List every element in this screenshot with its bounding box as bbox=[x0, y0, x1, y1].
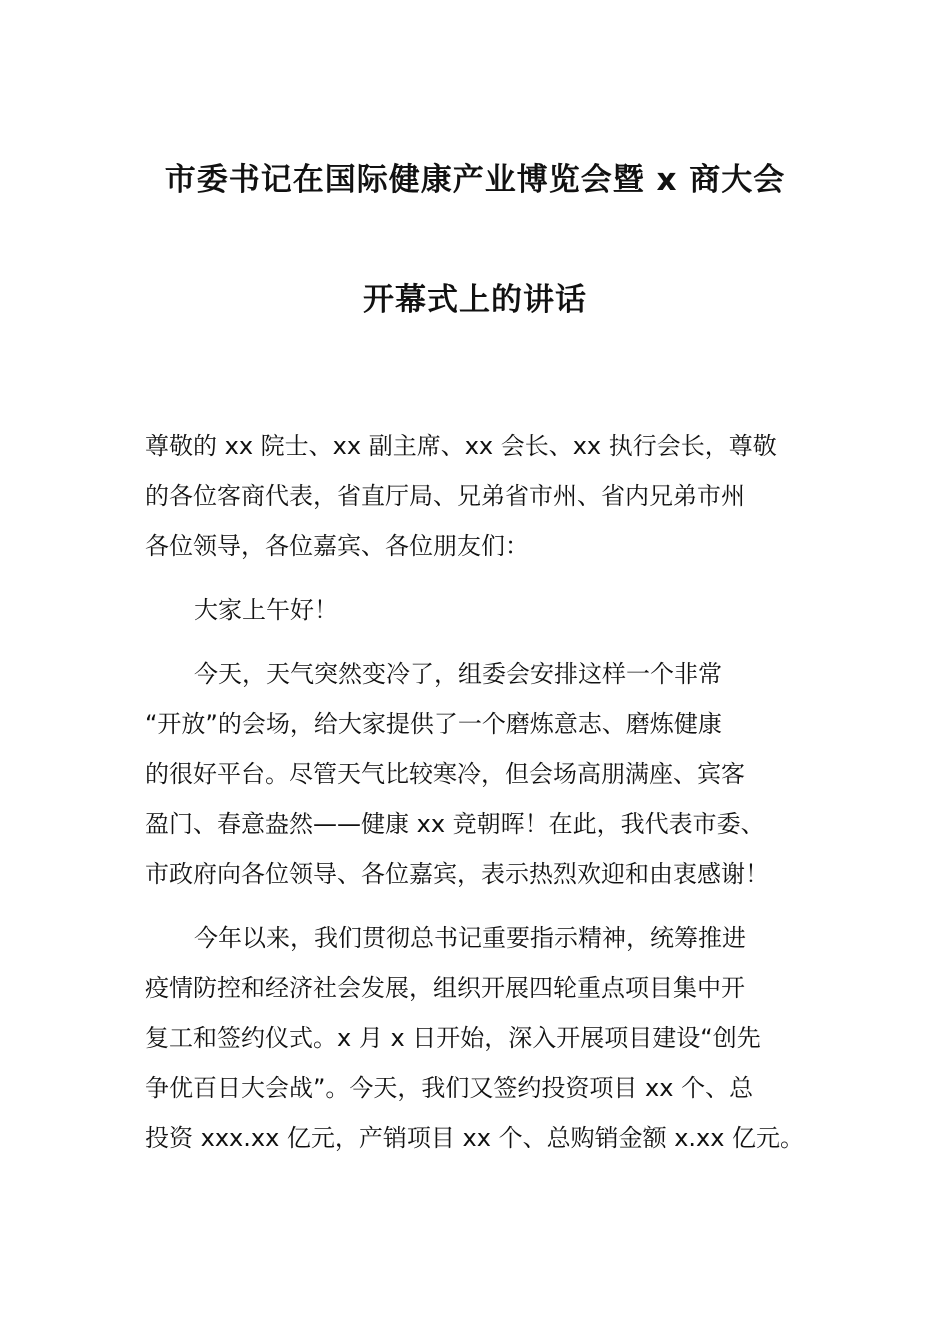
paragraph-1-line: 市政府向各位领导、各位嘉宾，表示热烈欢迎和由衷感谢！ bbox=[145, 860, 769, 888]
paragraph-1-line: 的很好平台。尽管天气比较寒冷，但会场高朋满座、宾客 bbox=[145, 760, 745, 788]
paragraph-2 bbox=[145, 913, 825, 1163]
greeting-paragraph bbox=[145, 585, 825, 635]
document-title-line-1: 市委书记在国际健康产业博览会暨 x 商大会 bbox=[164, 162, 786, 198]
paragraph-2-line: 疫情防控和经济社会发展，组织开展四轮重点项目集中开 bbox=[145, 974, 745, 1002]
salutation-line: 尊敬的 xx 院士、xx 副主席、xx 会长、xx 执行会长，尊敬 bbox=[145, 432, 777, 460]
salutation-paragraph bbox=[145, 421, 825, 571]
paragraph-1-line: “开放”的会场，给大家提供了一个磨炼意志、磨炼健康 bbox=[145, 710, 722, 738]
greeting-line: 大家上午好！ bbox=[194, 596, 338, 624]
paragraph-1-line: 盈门、春意盎然——健康 xx 竞朝晖！在此，我代表市委、 bbox=[145, 810, 765, 838]
paragraph-2-line: 争优百日大会战”。今天，我们又签约投资项目 xx 个、总 bbox=[145, 1074, 754, 1102]
salutation-line: 的各位客商代表，省直厅局、兄弟省市州、省内兄弟市州 bbox=[145, 482, 745, 510]
paragraph-1-line: 今天，天气突然变冷了，组委会安排这样一个非常 bbox=[194, 660, 722, 688]
speech-body bbox=[145, 421, 825, 1163]
paragraph-2-line: 复工和签约仪式。x 月 x 日开始，深入开展项目建设“创先 bbox=[145, 1024, 761, 1052]
paragraph-2-line: 投资 xxx.xx 亿元，产销项目 xx 个、总购销金额 x.xx 亿元。 bbox=[145, 1124, 805, 1152]
salutation-line: 各位领导，各位嘉宾、各位朋友们： bbox=[145, 532, 529, 560]
paragraph-2-line: 今年以来，我们贯彻总书记重要指示精神，统筹推进 bbox=[194, 924, 746, 952]
paragraph-1 bbox=[145, 649, 825, 899]
document-title-line-2: 开幕式上的讲话 bbox=[363, 282, 587, 318]
